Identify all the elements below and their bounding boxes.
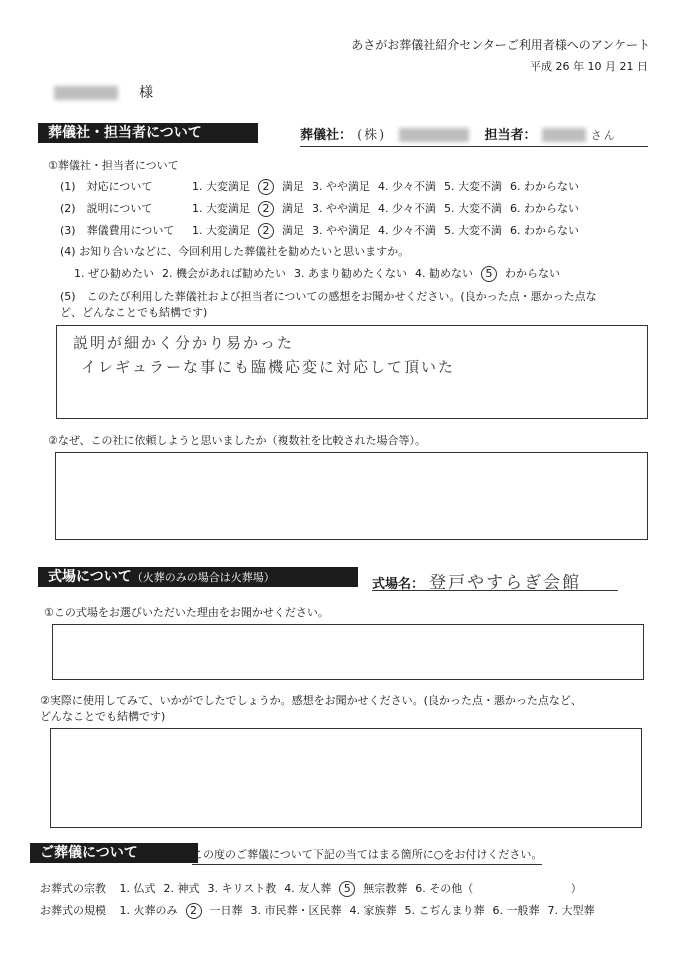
rating-option[interactable]: 6. わからない [510, 224, 579, 237]
redacted-company [399, 128, 469, 142]
scale-row [40, 902, 603, 919]
scale-label: お葬式の規模 [40, 904, 106, 917]
scale-option[interactable]: 4. 家族葬 [349, 904, 397, 917]
rep-handwritten: さん [590, 129, 617, 142]
answer-box-reason[interactable] [55, 452, 648, 540]
venue-q2-2: どんなことでも結構です) [40, 710, 166, 723]
recommend-option[interactable]: 1. ぜひ勧めたい [74, 267, 154, 280]
section-bar-funeral: ご葬儀について [30, 843, 198, 863]
rating-row-label: (3) 葬儀費用について [60, 224, 175, 237]
company-handwritten: (株) [357, 128, 387, 143]
rating-option[interactable]: 5. 大変不満 [444, 180, 502, 193]
rating-option[interactable]: 6. わからない [510, 202, 579, 215]
survey-title: あさがお葬儀社紹介センターご利用者様へのアンケート [351, 38, 650, 52]
circle-mark: 2 [258, 201, 274, 217]
answer-box-venue-reason[interactable] [52, 624, 644, 680]
religion-option[interactable]: 6. その他（ [415, 882, 474, 895]
circle-mark: 2 [186, 903, 202, 919]
q4-options [74, 265, 568, 282]
rating-option[interactable]: 1. 大変満足 [192, 180, 250, 193]
section-bar-venue [38, 567, 358, 587]
rating-option[interactable]: 2 満足 [258, 224, 304, 237]
rating-option[interactable]: 4. 少々不満 [378, 224, 436, 237]
rating-option[interactable]: 3. やや満足 [312, 180, 370, 193]
circle-mark: 2 [258, 223, 274, 239]
handwritten-answer-1: 説明が細かく分かり易かった [73, 334, 295, 352]
funeral-intro: この度のご葬儀について下記の当てはまる箇所に○をお付けください。 [192, 846, 542, 865]
scale-option[interactable]: 2 一日葬 [186, 904, 243, 917]
rating-option[interactable]: 4. 少々不満 [378, 202, 436, 215]
scale-option[interactable]: 5. こぢんまり葬 [404, 904, 485, 917]
religion-close: ） [570, 882, 582, 895]
venue-handwritten: 登戸やすらぎ会館 [429, 573, 582, 593]
addressee [54, 82, 153, 102]
circle-mark: 5 [339, 881, 355, 897]
recommend-option[interactable]: 5 わからない [481, 267, 560, 280]
scale-option[interactable]: 6. 一般葬 [492, 904, 540, 917]
religion-option[interactable]: 2. 神式 [163, 882, 200, 895]
q5-text-1: (5) このたび利用した葬儀社および担当者についての感想をお聞かせください。(良かった点・悪かった点な [60, 290, 597, 303]
redacted-name [54, 86, 118, 100]
survey-date: 平成 26 年 10 月 21 日 [530, 60, 648, 73]
venue-line [372, 568, 618, 591]
scale-options [120, 904, 603, 917]
company-label: 葬儀社： [300, 128, 353, 143]
venue-q1: ①この式場をお選びいただいた理由をお聞かせください。 [44, 606, 329, 619]
rating-row-label: (2) 説明について [60, 202, 153, 215]
rating-row [60, 200, 587, 217]
q5-text-2: ど、どんなことでも結構です) [60, 306, 208, 319]
rating-option[interactable]: 2 満足 [258, 180, 304, 193]
venue-q2-1: ②実際に使用してみて、いかがでしたでしょうか。感想をお聞かせください。(良かった点・悪かった点など、 [40, 694, 582, 707]
addressee-suffix: 様 [139, 85, 154, 101]
scale-option[interactable]: 3. 市民葬・区民葬 [250, 904, 342, 917]
religion-label: お葬式の宗教 [40, 882, 106, 895]
q1-heading: ①葬儀社・担当者について [48, 159, 179, 172]
rating-option[interactable]: 5. 大変不満 [444, 202, 502, 215]
rating-row [60, 222, 587, 239]
scale-option[interactable]: 7. 大型葬 [547, 904, 595, 917]
rating-option[interactable]: 3. やや満足 [312, 224, 370, 237]
recommend-option[interactable]: 2. 機会があれば勧めたい [162, 267, 286, 280]
rep-label: 担当者： [484, 128, 537, 143]
religion-option[interactable]: 3. キリスト教 [207, 882, 277, 895]
handwritten-answer-2: イレギュラーな事にも臨機応変に対応して頂いた [81, 358, 456, 376]
religion-option[interactable]: 5 無宗教葬 [339, 882, 407, 895]
q4-text: (4) お知り合いなどに、今回利用した葬儀社を勧めたいと思いますか。 [60, 245, 410, 258]
religion-option[interactable]: 1. 仏式 [119, 882, 156, 895]
rating-option[interactable]: 3. やや満足 [312, 202, 370, 215]
circle-mark: 2 [258, 179, 274, 195]
religion-options [120, 882, 482, 895]
circle-mark: 5 [481, 266, 497, 282]
redacted-rep [542, 128, 586, 142]
rating-option[interactable]: 5. 大変不満 [444, 224, 502, 237]
religion-row [40, 880, 582, 897]
rating-option[interactable]: 2 満足 [258, 202, 304, 215]
q2-text: ②なぜ、この社に依頼しようと思いましたか（複数社を比較された場合等）。 [48, 434, 427, 447]
rating-option[interactable]: 1. 大変満足 [192, 202, 250, 215]
recommend-option[interactable]: 4. 勧めない [415, 267, 473, 280]
rating-option[interactable]: 4. 少々不満 [378, 180, 436, 193]
venue-label: 式場名： [372, 577, 425, 592]
venue-bar-title: 式場について [48, 569, 132, 585]
rating-option[interactable]: 1. 大変満足 [192, 224, 250, 237]
answer-box-company[interactable] [56, 325, 648, 419]
answer-box-venue-impression[interactable] [50, 728, 642, 828]
scale-option[interactable]: 1. 火葬のみ [119, 904, 178, 917]
rating-row-label: (1) 対応について [60, 180, 153, 193]
rating-option[interactable]: 6. わからない [510, 180, 579, 193]
recommend-option[interactable]: 3. あまり勧めたくない [294, 267, 407, 280]
section-bar-company: 葬儀社・担当者について [38, 123, 258, 143]
religion-option[interactable]: 4. 友人葬 [284, 882, 332, 895]
venue-bar-sub: （火葬のみの場合は火葬場） [131, 571, 275, 584]
rating-row [60, 178, 587, 195]
company-line [300, 124, 648, 147]
